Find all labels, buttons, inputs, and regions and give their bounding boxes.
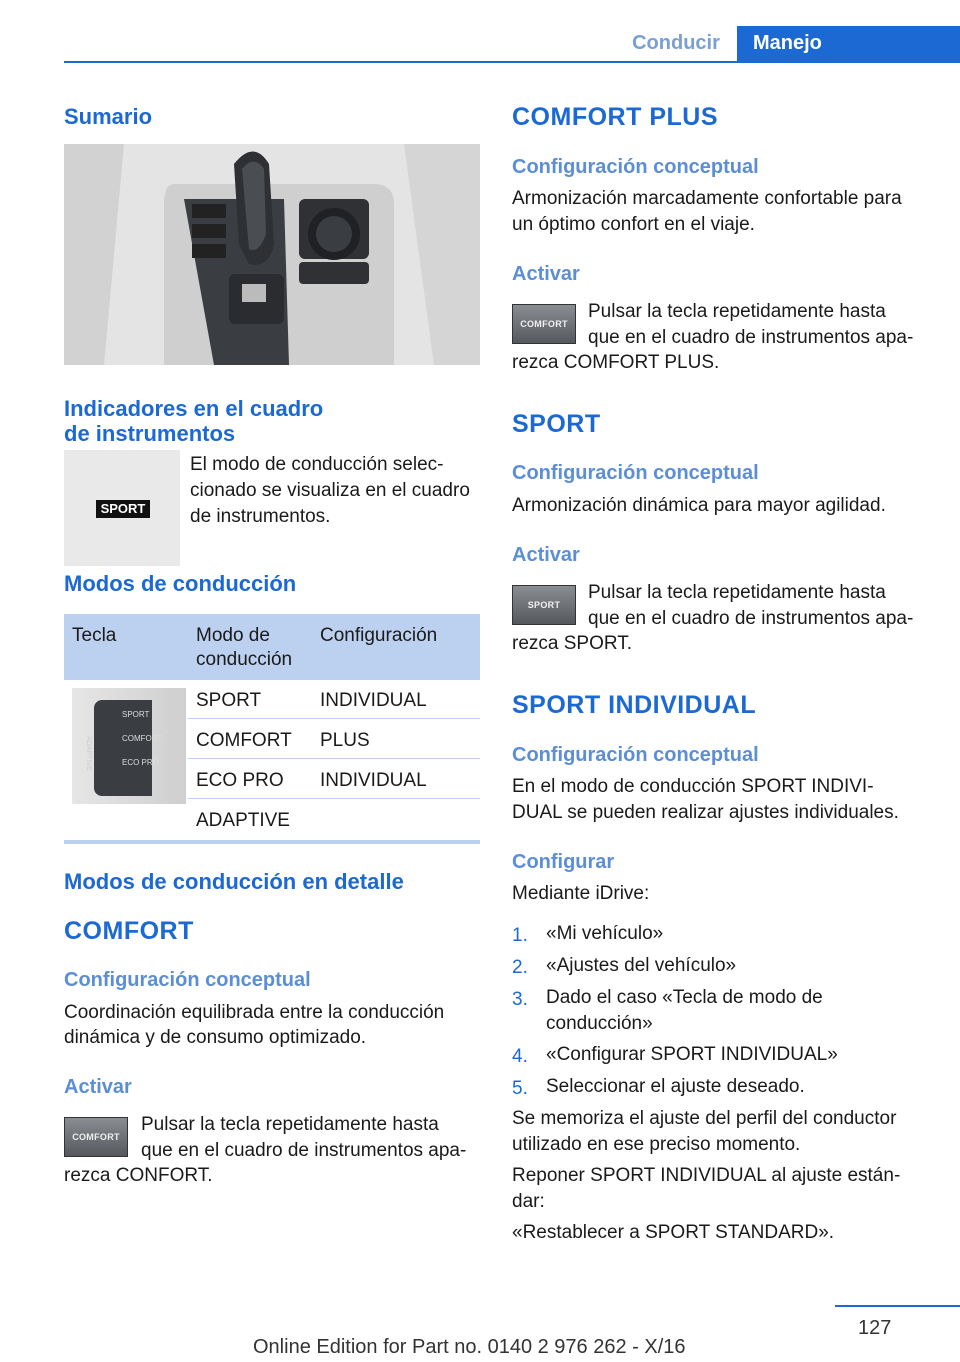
sport-indicator-thumb	[64, 450, 180, 566]
indicadores-text-3: de instrumentos.	[190, 506, 331, 527]
heading-detalle: Modos de conducción en detalle	[64, 869, 404, 894]
heading-sumario: Sumario	[64, 104, 153, 129]
table-cell-config-2: PLUS	[320, 730, 370, 751]
table-header-config: Configuración	[320, 625, 438, 646]
si-text-1: En el modo de conducción SPORT INDIVI-	[512, 776, 874, 797]
gear-selector-image	[64, 144, 480, 365]
cplus-act-1: Pulsar la tecla repetidamente hasta	[588, 301, 886, 322]
table-header-modo-2: conducción	[196, 649, 293, 670]
step-text: «Mi vehículo»	[546, 923, 664, 944]
page-number: 127	[858, 1317, 892, 1339]
reponer-text-1: Reponer SPORT INDIVIDUAL al ajuste están-	[512, 1165, 901, 1186]
heading-configurar: Configurar	[512, 851, 615, 873]
switch-label-comfort: COMFORT	[122, 734, 163, 743]
sport-act-3: rezca SPORT.	[512, 633, 633, 654]
comfort-act-1: Pulsar la tecla repetidamente hasta	[141, 1114, 439, 1135]
cplus-act-2: que en el cuadro de instrumentos apa-	[588, 327, 914, 348]
table-row-divider	[188, 718, 480, 719]
step-text: Seleccionar el ajuste deseado.	[546, 1076, 805, 1097]
table-cell-mode-1: SPORT	[196, 690, 262, 711]
heading-comfort-plus: COMFORT PLUS	[512, 103, 718, 131]
cplus-text-2: un óptimo confort en el viaje.	[512, 214, 755, 235]
heading-activar-sport: Activar	[512, 544, 580, 566]
step-number: 5.	[512, 1078, 528, 1099]
table-cell-mode-4: ADAPTIVE	[196, 810, 290, 831]
switch-label-sport: SPORT	[122, 710, 150, 719]
comfort-text-1: Coordinación equilibrada entre la conducción	[64, 1002, 445, 1023]
step-number: 4.	[512, 1046, 528, 1067]
step-number: 1.	[512, 925, 528, 946]
heading-activar-cplus: Activar	[512, 263, 580, 285]
heading-config-comfort: Configuración conceptual	[64, 969, 311, 991]
cplus-act-3: rezca COMFORT PLUS.	[512, 352, 720, 373]
gear-console-illustration	[64, 144, 480, 365]
table-cell-mode-3: ECO PRO	[196, 770, 284, 791]
sport-act-2: que en el cuadro de instrumentos apa-	[588, 608, 914, 629]
step-number: 2.	[512, 957, 528, 978]
indicadores-text-1: El modo de conducción selec-	[190, 454, 444, 475]
comfort-act-2: que en el cuadro de instrumentos apa-	[141, 1140, 467, 1161]
comfort-act-3: rezca CONFORT.	[64, 1165, 213, 1186]
table-cell-config-1: INDIVIDUAL	[320, 690, 427, 711]
step-text-cont: conducción»	[546, 1013, 653, 1034]
heading-sport: SPORT	[512, 410, 601, 438]
table-cell-mode-2: COMFORT	[196, 730, 292, 751]
cplus-button-image: COMFORT	[512, 304, 576, 344]
heading-config-sport: Configuración conceptual	[512, 462, 759, 484]
indicadores-text-2: cionado se visualiza en el cuadro	[190, 480, 470, 501]
sport-text: Armonización dinámica para mayor agilidad.	[512, 495, 886, 516]
step-number: 3.	[512, 989, 528, 1010]
mediante-text: Mediante iDrive:	[512, 883, 650, 904]
memo-text-1: Se memoriza el ajuste del perfil del conductor	[512, 1108, 897, 1129]
heading-comfort: COMFORT	[64, 917, 194, 945]
footer-edition: Online Edition for Part no. 0140 2 976 262 - X/16	[253, 1336, 686, 1358]
heading-modos: Modos de conducción	[64, 571, 297, 596]
header-rule	[64, 61, 960, 63]
step-text: «Configurar SPORT INDIVIDUAL»	[546, 1044, 838, 1065]
comfort-text-2: dinámica y de consumo optimizado.	[64, 1027, 367, 1048]
switch-label-ecopro: ECO PRO	[122, 758, 159, 767]
si-text-2: DUAL se pueden realizar ajustes individuales.	[512, 802, 899, 823]
comfort-button-image: COMFORT	[64, 1117, 128, 1157]
table-row-divider	[188, 798, 480, 799]
heading-sport-individual: SPORT INDIVIDUAL	[512, 691, 757, 719]
heading-activar-comfort: Activar	[64, 1076, 132, 1098]
header-tab-conducir[interactable]: Conducir	[632, 32, 720, 54]
reponer-text-2: dar:	[512, 1191, 545, 1212]
switch-label-adaptive: ADAPTIVE	[85, 736, 92, 771]
heading-indicadores-1: Indicadores en el cuadro	[64, 396, 324, 421]
memo-text-2: utilizado en ese preciso momento.	[512, 1134, 801, 1155]
table-cell-config-3: INDIVIDUAL	[320, 770, 427, 791]
header-tab-manejo[interactable]: Manejo	[737, 26, 960, 61]
step-text: «Ajustes del vehículo»	[546, 955, 737, 976]
step-text: Dado el caso «Tecla de modo de	[546, 987, 823, 1008]
mode-switch-image	[72, 688, 186, 804]
footer-rule	[835, 1305, 960, 1307]
cplus-text-1: Armonización marcadamente confortable para	[512, 188, 902, 209]
heading-config-cplus: Configuración conceptual	[512, 156, 759, 178]
restablecer-text: «Restablecer a SPORT STANDARD».	[512, 1222, 835, 1243]
heading-indicadores-2: de instrumentos	[64, 421, 236, 446]
table-bottom-rule	[64, 840, 480, 844]
table-header-modo-1: Modo de	[196, 625, 270, 646]
sport-button-image: SPORT	[512, 585, 576, 625]
heading-config-si: Configuración conceptual	[512, 744, 759, 766]
sport-indicator-badge: SPORT	[96, 500, 150, 518]
table-header-tecla: Tecla	[72, 625, 117, 646]
sport-act-1: Pulsar la tecla repetidamente hasta	[588, 582, 886, 603]
table-row-divider	[188, 758, 480, 759]
